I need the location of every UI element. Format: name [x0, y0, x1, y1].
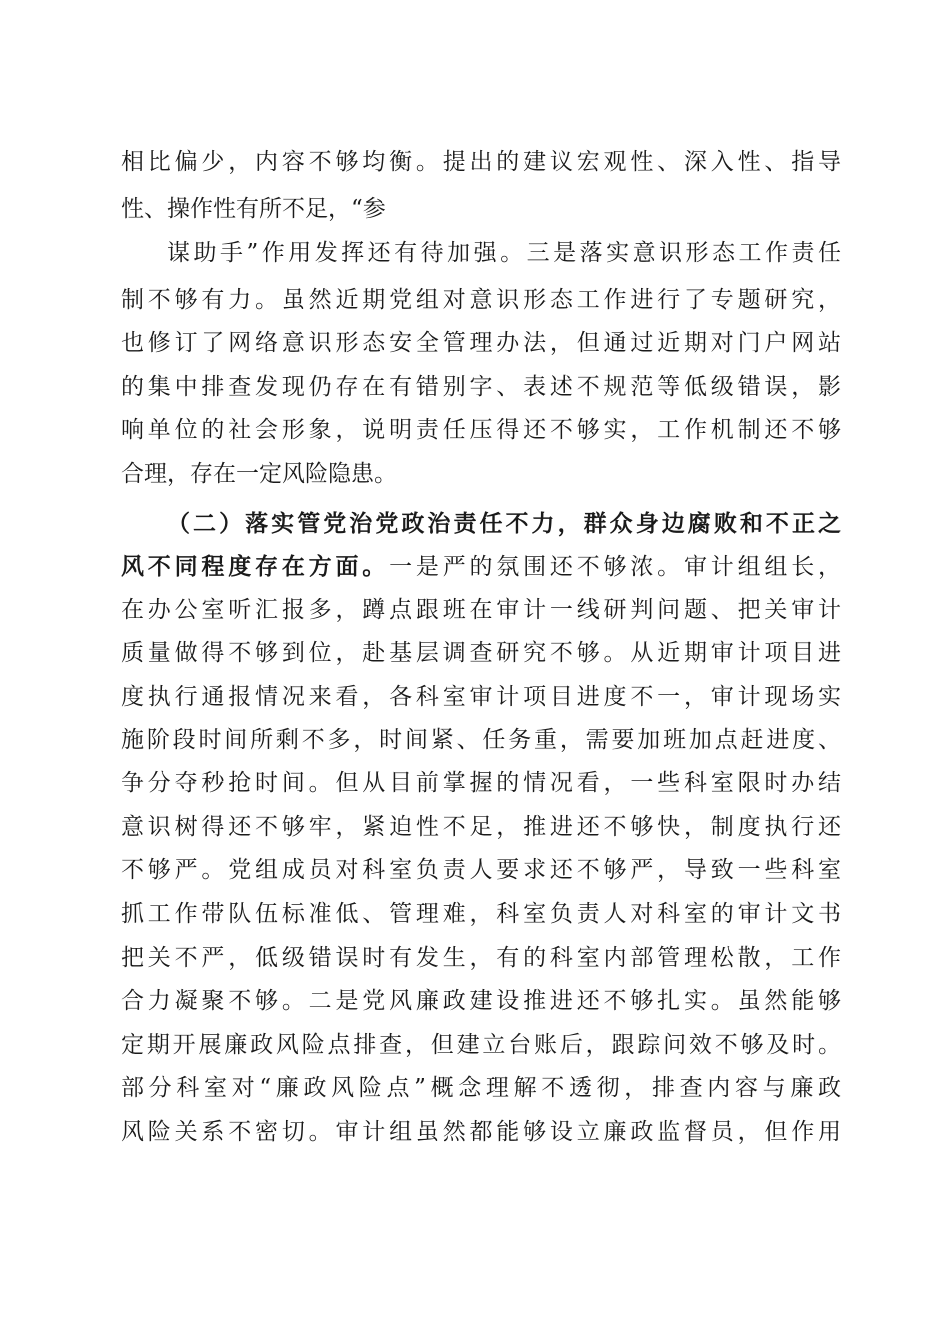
- paragraph-text-run: 一是严的氛围还不够浓。审计组组长，: [389, 554, 842, 580]
- paragraph-line: 定期开展廉政风险点排查，但建立台账后，跟踪问效不够及时。: [121, 1032, 841, 1058]
- paragraph-line: 争分夺秒抢时间。但从目前掌握的情况看，一些科室限时办结: [121, 770, 841, 796]
- section-heading-line: （二）落实管党治党政治责任不力，群众身边腐败和不正之: [167, 510, 841, 537]
- paragraph-line: 相比偏少，内容不够均衡。提出的建议宏观性、深入性、指导: [121, 149, 841, 175]
- paragraph-line: 合力凝聚不够。二是党风廉政建设推进还不够扎实。虽然能够: [121, 988, 841, 1014]
- paragraph-line: 把关不严，低级错误时有发生，有的科室内部管理松散，工作: [121, 945, 841, 971]
- paragraph-line: 风险关系不密切。审计组虽然都能够设立廉政监督员，但作用: [121, 1119, 841, 1145]
- paragraph-line: 抓工作带队伍标准低、管理难，科室负责人对科室的审计文书: [121, 901, 841, 927]
- section-heading-tail: 风不同程度存在方面。: [121, 553, 390, 580]
- paragraph-line: 施阶段时间所剩不多，时间紧、任务重，需要加班加点赶进度、: [121, 727, 841, 753]
- paragraph-line: 部分科室对“廉政风险点”概念理解不透彻，排查内容与廉政: [121, 1075, 841, 1101]
- paragraph-line: 在办公室听汇报多，蹲点跟班在审计一线研判问题、把关审计: [121, 597, 841, 623]
- paragraph-line: 制不够有力。虽然近期党组对意识形态工作进行了专题研究，: [121, 287, 841, 313]
- paragraph-line: 响单位的社会形象，说明责任压得还不够实，工作机制还不够: [121, 417, 841, 443]
- paragraph-line: 意识树得还不够牢，紧迫性不足，推进还不够快，制度执行还: [121, 814, 841, 840]
- paragraph-line: 合理，存在一定风险隐患。: [121, 461, 397, 487]
- paragraph-line: 的集中排查发现仍存在有错别字、表述不规范等低级错误，影: [121, 374, 841, 400]
- paragraph-line: 谋助手”作用发挥还有待加强。三是落实意识形态工作责任: [167, 240, 841, 266]
- paragraph-line: 质量做得不够到位，赴基层调查研究不够。从近期审计项目进: [121, 640, 841, 666]
- paragraph-line: 也修订了网络意识形态安全管理办法，但通过近期对门户网站: [121, 330, 841, 356]
- paragraph-line: 度执行通报情况来看，各科室审计项目进度不一，审计现场实: [121, 684, 841, 710]
- paragraph-line: [121, 551, 841, 583]
- paragraph-line: 性、操作性有所不足，“参: [121, 196, 386, 222]
- paragraph-line: 不够严。党组成员对科室负责人要求还不够严，导致一些科室: [121, 857, 841, 883]
